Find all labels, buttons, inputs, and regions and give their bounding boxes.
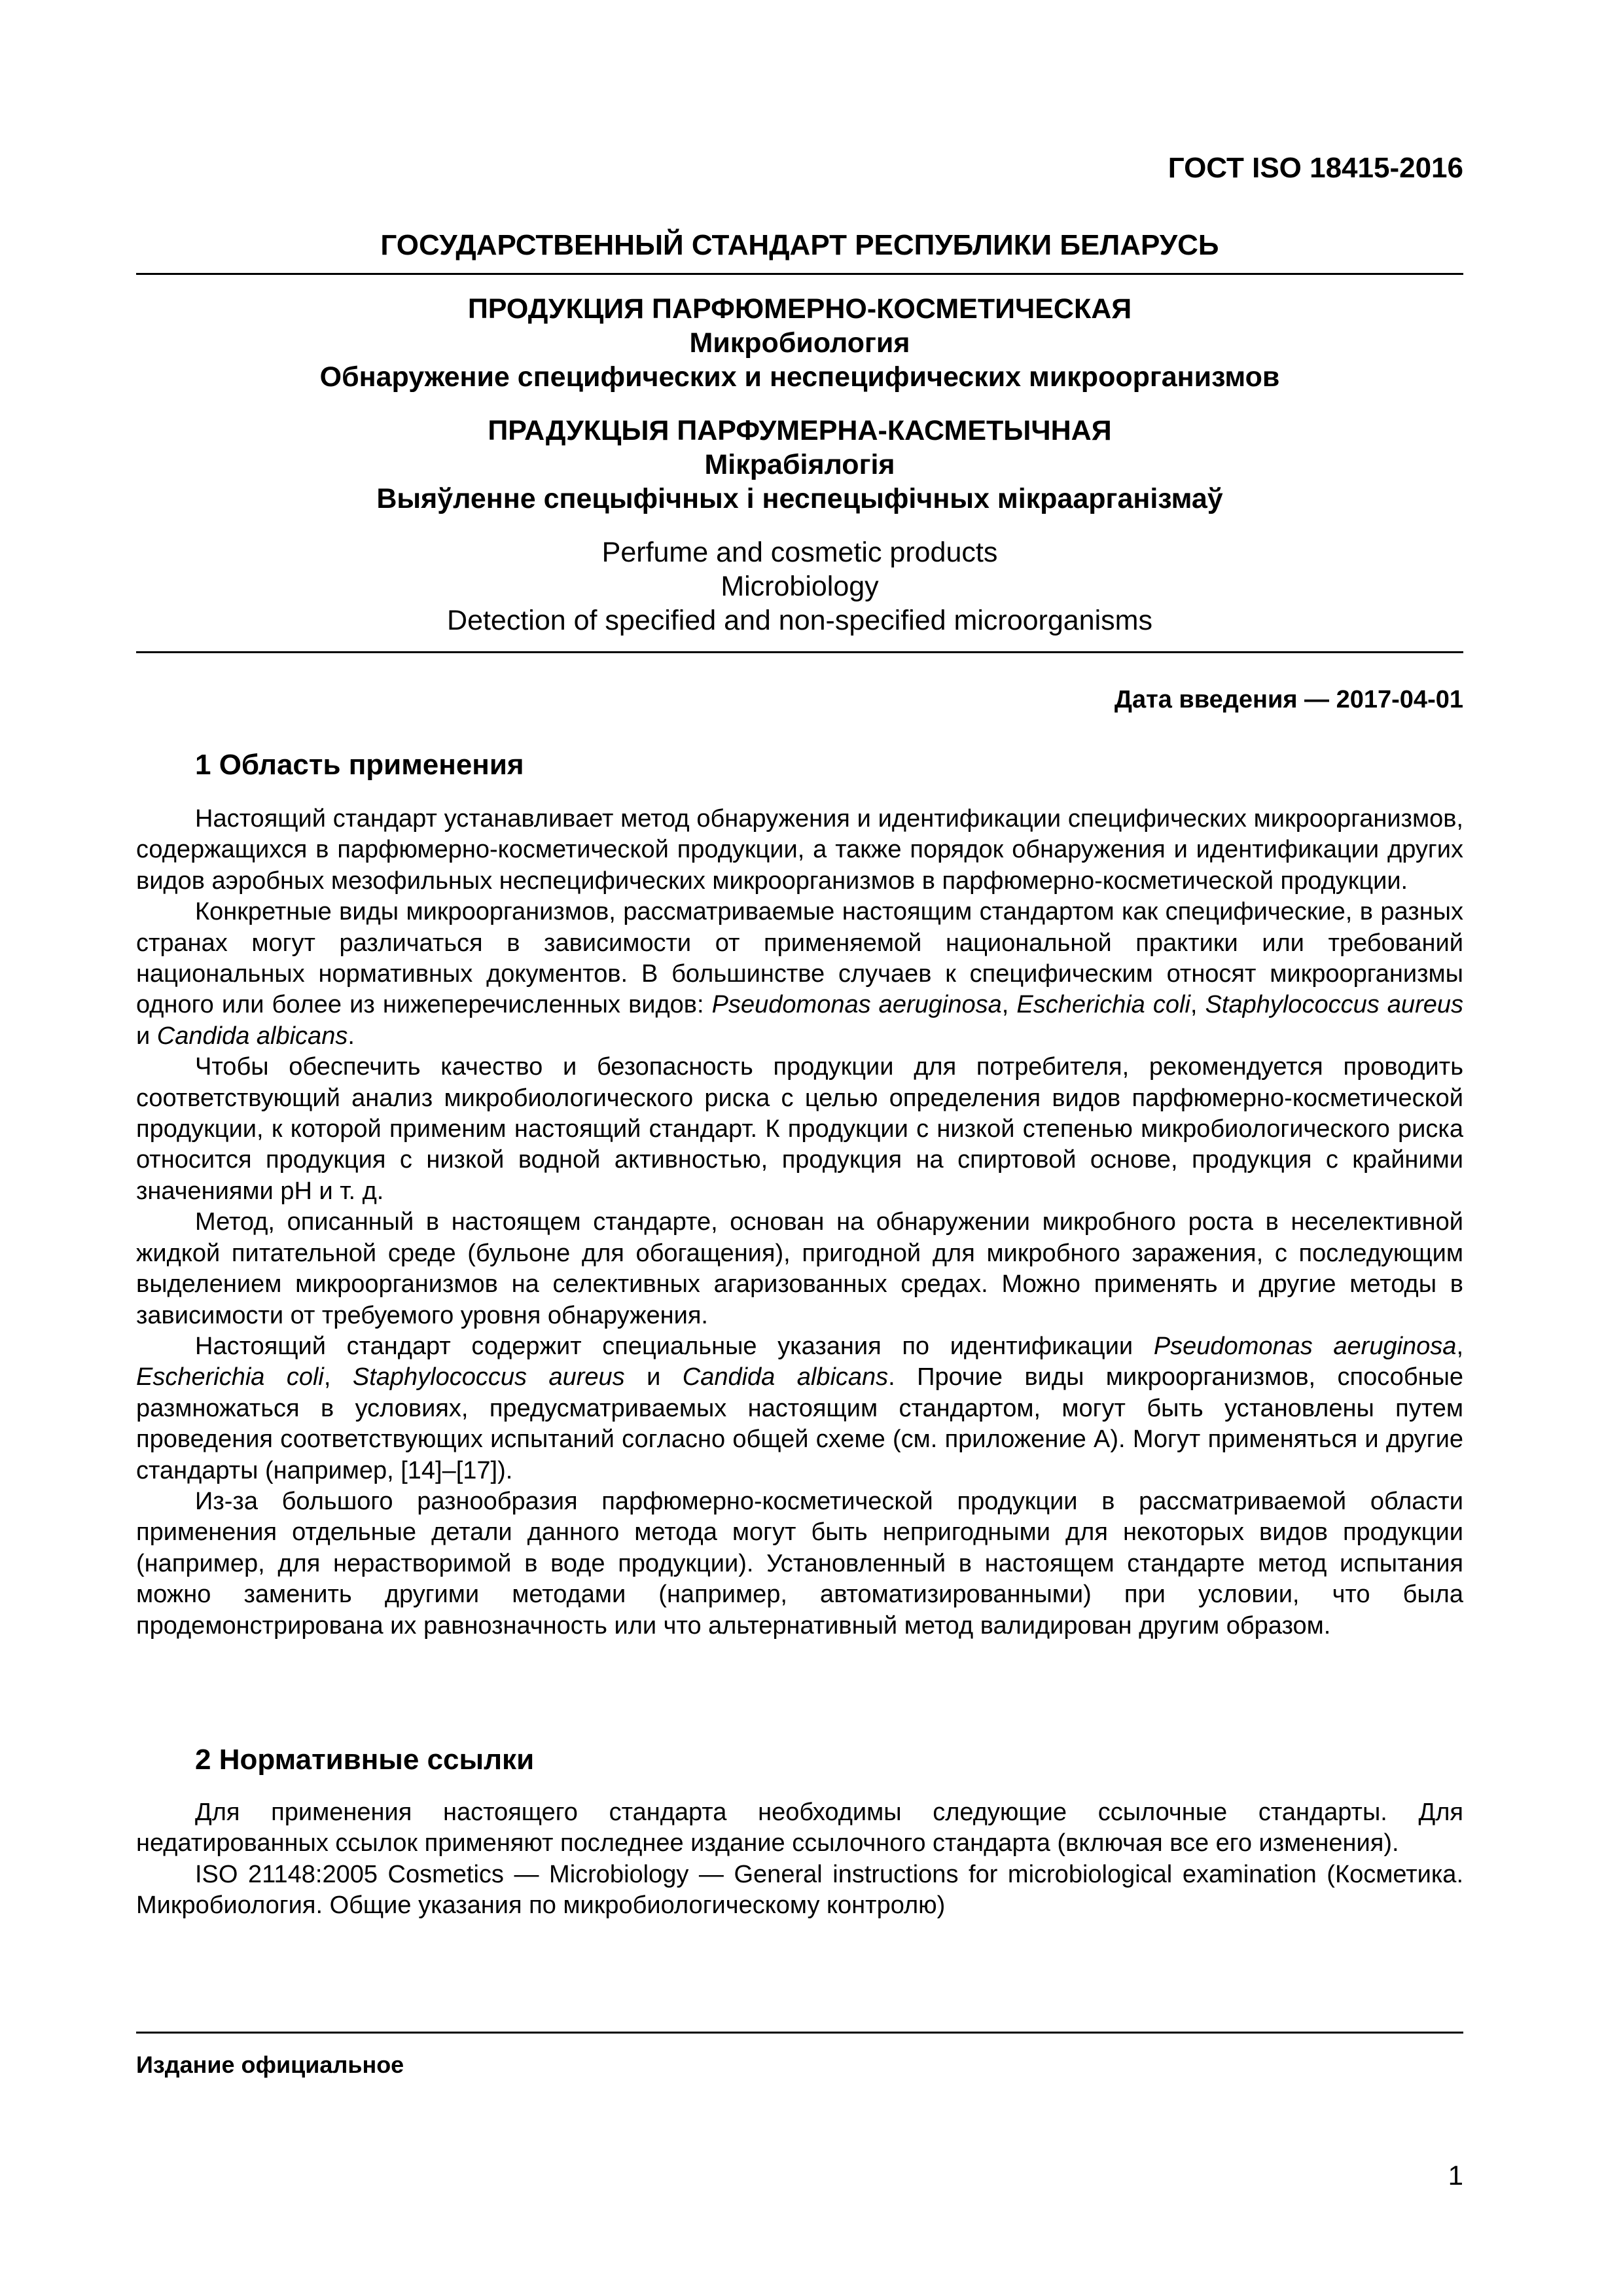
section-1-paragraph-3: Чтобы обеспечить качество и безопасность продукции для потребителя, рекомендуется проводить соответствующий анализ микробиологического риска с целью определения видов парфюмерно-косметической продукции, к которой применим настоящий стандарт. К продукции с низкой степенью микробиологического риска относится продукция с низкой водной активностью, продукция на спиртовой основе, продукция с крайними значениями рН и т. д. [136, 1053, 1463, 1205]
title-ru-line-3: Обнаружение специфических и неспецифических микроорганизмов [319, 361, 1280, 393]
section-1-paragraph-6: Из-за большого разнообразия парфюмерно-косметической продукции в рассматриваемой области применения отдельные детали данного метода могут быть непригодными для некоторых видов продукции (например, для нерастворимой в воде продукции). Установленный в настоящем стандарте метод испытания можно заменить другими методами (например, автоматизированными) при условии, что была продемонстрирована их равнозначность или что альтернативный метод валидирован другим образом. [136, 1487, 1463, 1640]
separator: , [1001, 991, 1017, 1019]
separator: , [1456, 1332, 1463, 1360]
section-2-paragraph-2: ISO 21148:2005 Cosmetics — Microbiology — General instructions for microbiological examination (Косметика. Микробиология. Общие указания по микробиологическому контролю) [136, 1860, 1463, 1920]
paragraph-text: . Прочие виды микроорганизмов, способные размножаться в условиях, предусматриваемых настоящим стандартом, могут быть установлены путем проведения соответствующих испытаний согласно общей схеме (см. приложение А). Могут применяться и другие стандарты (например, [14]–[17]). [136, 1363, 1464, 1484]
separator: , [323, 1363, 353, 1391]
standard-header-title: ГОСУДАРСТВЕННЫЙ СТАНДАРТ РЕСПУБЛИКИ БЕЛАРУСЬ [380, 229, 1219, 261]
species-name: Candida albicans [682, 1363, 889, 1391]
title-en-line-1: Perfume and cosmetic products [601, 537, 998, 568]
species-name: Candida albicans [156, 1022, 348, 1050]
divider-top [136, 273, 1463, 275]
section-2-paragraph-1: Для применения настоящего стандарта необходимы следующие ссылочные стандарты. Для недатированных ссылок применяют последнее издание ссылочного стандарта (включая все его изменения). [136, 1799, 1463, 1857]
document-number: ГОСТ ISO 18415-2016 [1168, 152, 1463, 184]
species-name: Pseudomonas aeruginosa [1153, 1332, 1457, 1360]
section-1-paragraph-1: Настоящий стандарт устанавливает метод обнаружения и идентификации специфических микроорганизмов, содержащихся в парфюмерно-косметической продукции, а также порядок обнаружения и идентификации других видов аэробных мезофильных неспецифических микроорганизмов в парфюмерно-косметической продукции. [136, 805, 1463, 895]
section-2-body [136, 1797, 1463, 1922]
section-1-paragraph-2 [136, 897, 1463, 1052]
official-edition-label: Издание официальное [136, 2051, 404, 2078]
section-1-heading: 1 Область применения [195, 749, 524, 781]
title-be-line-2: Мікрабіялогія [704, 449, 895, 480]
section-1-body [136, 804, 1463, 1641]
divider-footer [136, 2032, 1463, 2034]
title-block-belarusian [136, 414, 1463, 516]
section-1-paragraph-5 [136, 1331, 1463, 1486]
species-name: Staphylococcus aureus [352, 1363, 625, 1391]
species-name: Escherichia coli [1016, 991, 1190, 1019]
species-name: Escherichia coli [136, 1363, 324, 1391]
conjunction: и [136, 1022, 157, 1050]
separator: , [1190, 991, 1205, 1019]
species-name: Staphylococcus aureus [1205, 991, 1463, 1019]
title-en-line-2: Microbiology [721, 571, 879, 602]
title-be-line-3: Выяўленне спецыфічных і неспецыфічных мікраарганізмаў [376, 483, 1223, 514]
introduction-date: Дата введения — 2017-04-01 [1114, 686, 1463, 713]
paragraph-text: Настоящий стандарт содержит специальные указания по идентификации [195, 1332, 1154, 1360]
title-ru-line-2: Микробиология [689, 327, 910, 359]
title-block-english [136, 535, 1463, 637]
title-en-line-3: Detection of specified and non-specified microorganisms [447, 605, 1152, 636]
section-1-paragraph-4: Метод, описанный в настоящем стандарте, основан на обнаружении микробного роста в неселективной жидкой питательной среде (бульоне для обогащения), пригодной для микробного заражения, с последующим выделением микроорганизмов на селективных агаризованных средах. Можно применять и другие методы в зависимости от требуемого уровня обнаружения. [136, 1208, 1463, 1329]
paragraph-end: . [348, 1022, 355, 1050]
species-name: Pseudomonas aeruginosa [711, 991, 1002, 1019]
paragraph-text: Конкретные виды микроорганизмов, рассматриваемые настоящим стандартом как специфические, в разных странах могут различаться в зависимости от применяемой национальной практики или требований национальных нормативных документов. В большинстве случаев к специфическим относят микроорганизмы одного или более из нижеперечисленных видов: [136, 898, 1463, 1019]
page-number: 1 [1448, 2160, 1463, 2191]
title-ru-line-1: ПРОДУКЦИЯ ПАРФЮМЕРНО-КОСМЕТИЧЕСКАЯ [467, 293, 1132, 325]
title-be-line-1: ПРАДУКЦЫЯ ПАРФУМЕРНА-КАСМЕТЫЧНАЯ [488, 415, 1112, 446]
divider-after-titles [136, 651, 1463, 653]
conjunction: и [624, 1363, 683, 1391]
title-block-russian [136, 292, 1463, 394]
section-2-heading: 2 Нормативные ссылки [195, 1744, 535, 1776]
